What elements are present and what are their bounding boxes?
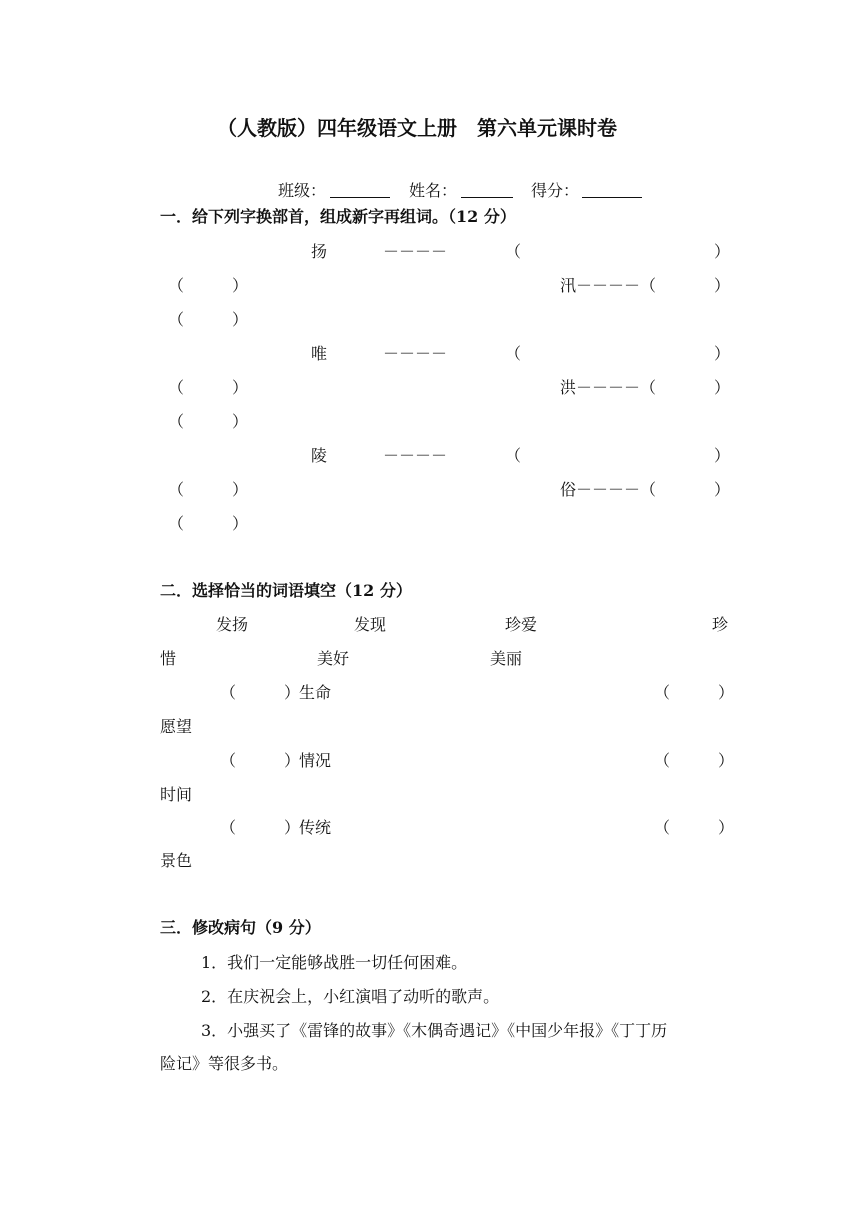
section1-heading: 一．给下列字换部首，组成新字再组词。（12 分） <box>160 207 516 226</box>
sentence-item: 2．在庆祝会上，小红演唱了动听的歌声。 <box>201 987 500 1006</box>
answer-blank[interactable]: （ ） <box>168 480 249 499</box>
radical-char-right: 俗－－－－（ <box>560 480 657 499</box>
close-paren: ） <box>714 480 731 499</box>
word-choice: 惜 <box>160 649 177 668</box>
class-label: 班级： <box>278 181 327 200</box>
fill-blank[interactable]: （ ） <box>220 818 301 837</box>
close-paren: ） <box>714 276 731 295</box>
word-choice: 美丽 <box>490 649 523 668</box>
open-paren: （ <box>505 446 522 465</box>
section3-heading: 三．修改病句（9 分） <box>160 918 321 937</box>
sentence-item: 3．小强买了《雷锋的故事》《木偶奇遇记》《中国少年报》《丁丁历 <box>201 1021 668 1040</box>
fill-word: 情况 <box>299 751 332 770</box>
sentence-item-continued: 险记》等很多书。 <box>160 1054 289 1073</box>
close-paren: ） <box>714 242 731 261</box>
fill-word: 愿望 <box>160 717 193 736</box>
radical-char: 唯 <box>311 344 328 363</box>
dash-line: －－－－ <box>383 344 448 363</box>
name-label: 姓名： <box>409 181 458 200</box>
word-choice: 美好 <box>317 649 350 668</box>
section2-heading: 二．选择恰当的词语填空（12 分） <box>160 581 412 600</box>
word-choice: 发扬 <box>216 615 249 634</box>
fill-word: 生命 <box>299 683 332 702</box>
fill-blank[interactable]: （ ） <box>654 751 735 770</box>
answer-blank[interactable]: （ ） <box>168 514 249 533</box>
dash-line: －－－－ <box>383 242 448 261</box>
close-paren: ） <box>714 344 731 363</box>
fill-blank[interactable]: （ ） <box>220 751 301 770</box>
radical-char: 陵 <box>311 446 328 465</box>
fill-word: 传统 <box>299 818 332 837</box>
close-paren: ） <box>714 378 731 397</box>
fill-word: 景色 <box>160 851 193 870</box>
fill-blank[interactable]: （ ） <box>654 818 735 837</box>
page-title: （人教版）四年级语文上册 第六单元课时卷 <box>217 116 617 140</box>
fill-blank[interactable]: （ ） <box>220 683 301 702</box>
word-choice: 珍爱 <box>505 615 538 634</box>
class-blank[interactable] <box>330 181 390 198</box>
word-choice: 珍 <box>712 615 729 634</box>
dash-line: －－－－ <box>383 446 448 465</box>
answer-blank[interactable]: （ ） <box>168 276 249 295</box>
answer-blank[interactable]: （ ） <box>168 310 249 329</box>
score-blank[interactable] <box>582 181 642 198</box>
fill-word: 时间 <box>160 785 193 804</box>
open-paren: （ <box>505 344 522 363</box>
radical-char: 扬 <box>311 242 328 261</box>
radical-char-right: 汛－－－－（ <box>560 276 657 295</box>
radical-char-right: 洪－－－－（ <box>560 378 657 397</box>
name-blank[interactable] <box>461 181 513 198</box>
score-label: 得分： <box>531 181 580 200</box>
word-choice: 发现 <box>354 615 387 634</box>
answer-blank[interactable]: （ ） <box>168 378 249 397</box>
answer-blank[interactable]: （ ） <box>168 412 249 431</box>
sentence-item: 1．我们一定能够战胜一切任何困难。 <box>201 953 468 972</box>
open-paren: （ <box>505 242 522 261</box>
close-paren: ） <box>714 446 731 465</box>
fill-blank[interactable]: （ ） <box>654 683 735 702</box>
